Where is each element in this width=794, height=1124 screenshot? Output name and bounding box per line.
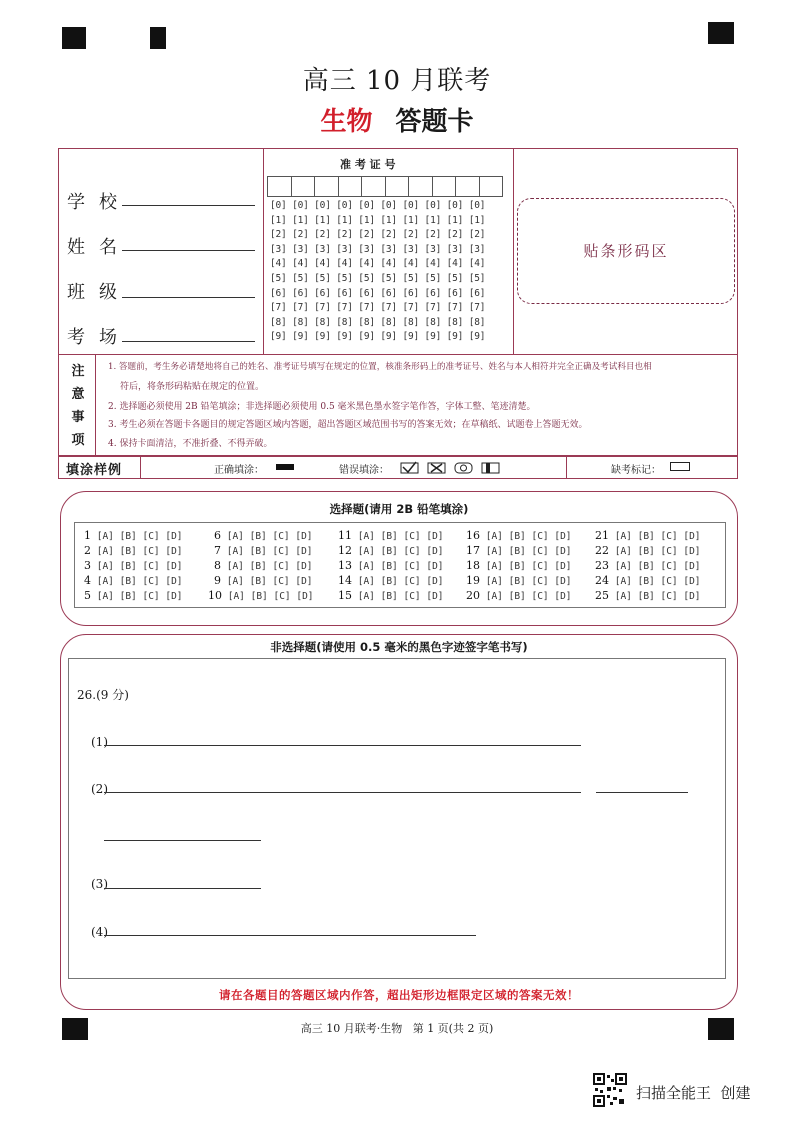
question-row[interactable]: 11 [A] [B] [C] [D] xyxy=(338,529,444,542)
answer-line[interactable] xyxy=(104,745,581,746)
notice-line: 3. 考生必须在答题卡各题目的规定答题区域内答题，超出答题区域范围书写的答案无效；在草稿纸、试题卷上答题无效。 xyxy=(108,420,588,430)
answer-line[interactable] xyxy=(104,792,581,793)
question-row[interactable]: 15 [A] [B] [C] [D] xyxy=(338,589,444,602)
question-row[interactable]: 21 [A] [B] [C] [D] xyxy=(595,529,701,542)
question-row[interactable]: 25 [A] [B] [C] [D] xyxy=(595,589,701,602)
field-room-label: 考场 xyxy=(67,327,131,348)
field-school-label: 学校 xyxy=(67,192,131,213)
question-row[interactable]: 13 [A] [B] [C] [D] xyxy=(338,559,444,572)
registration-mark-top-left xyxy=(62,27,86,49)
admission-digit-grid[interactable] xyxy=(270,199,485,345)
wrong-fill-label: 错误填涂： xyxy=(339,465,389,476)
question-row[interactable]: 20 [A] [B] [C] [D] xyxy=(466,589,572,602)
answer-line[interactable] xyxy=(104,840,261,841)
question-row[interactable]: 5 [A] [B] [C] [D] xyxy=(84,589,183,602)
question-row[interactable]: 19 [A] [B] [C] [D] xyxy=(466,574,572,587)
barcode-label: 贴条形码区 xyxy=(583,242,669,260)
answer-area[interactable] xyxy=(68,658,726,979)
question-row[interactable]: 10 [A] [B] [C] [D] xyxy=(208,589,314,602)
field-name-input[interactable] xyxy=(122,250,255,251)
question-row[interactable]: 24 [A] [B] [C] [D] xyxy=(595,574,701,587)
question-number: 26.(9 分) xyxy=(77,688,129,702)
question-row[interactable]: 3 [A] [B] [C] [D] xyxy=(84,559,183,572)
digit-row[interactable]: [3] [3] [3] [3] [3] [3] [3] [3] [3] [3] xyxy=(270,243,486,255)
notice-line: 符后，将条形码粘贴在规定的位置。 xyxy=(120,382,265,392)
answer-line[interactable] xyxy=(596,792,688,793)
part-label: (3) xyxy=(91,877,108,891)
registration-mark-top-right xyxy=(708,22,734,44)
admission-number-boxes[interactable] xyxy=(268,176,503,197)
notice-line: 4. 保持卡面清洁，不准折叠、不得弄破。 xyxy=(108,439,273,449)
answer-line[interactable] xyxy=(104,935,476,936)
choice-title: 选择题(请用 2B 铅笔填涂) xyxy=(329,502,469,516)
question-row[interactable]: 14 [A] [B] [C] [D] xyxy=(338,574,444,587)
field-class-input[interactable] xyxy=(122,297,255,298)
header-divider-1 xyxy=(263,148,264,354)
question-row[interactable]: 22 [A] [B] [C] [D] xyxy=(595,544,701,557)
nonchoice-title: 非选择题(请使用 0.5 毫米的黑色字迹签字笔书写) xyxy=(270,640,528,654)
header-divider-2 xyxy=(513,148,514,354)
digit-row[interactable]: [4] [4] [4] [4] [4] [4] [4] [4] [4] [4] xyxy=(270,258,486,270)
digit-row[interactable]: [0] [0] [0] [0] [0] [0] [0] [0] [0] [0] xyxy=(270,200,486,211)
digit-row[interactable]: [2] [2] [2] [2] [2] [2] [2] [2] [2] [2] xyxy=(270,229,486,241)
field-school-input[interactable] xyxy=(122,205,255,206)
question-row[interactable]: 9 [A] [B] [C] [D] xyxy=(214,574,313,587)
notice-label: 注 意 事 项 xyxy=(71,364,85,448)
card-type: 答题卡 xyxy=(395,107,474,137)
scanner-watermark: 扫描全能王 创建 xyxy=(636,1084,751,1102)
page-footer: 高三 10 月联考·生物 第 1 页(共 2 页) xyxy=(300,1022,494,1035)
correct-fill-sample xyxy=(276,464,294,470)
question-row[interactable]: 1 [A] [B] [C] [D] xyxy=(84,529,183,542)
digit-row[interactable]: [7] [7] [7] [7] [7] [7] [7] [7] [7] [7] xyxy=(270,302,486,314)
digit-row[interactable]: [9] [9] [9] [9] [9] [9] [9] [9] [9] [9] xyxy=(270,331,486,343)
fill-example-label: 填涂样例 xyxy=(66,463,123,478)
part-label: (2) xyxy=(91,782,108,796)
part-label: (4) xyxy=(91,925,108,939)
field-name-label: 姓名 xyxy=(67,237,131,258)
answer-line[interactable] xyxy=(104,888,261,889)
digit-row[interactable]: [8] [8] [8] [8] [8] [8] [8] [8] [8] [8] xyxy=(270,316,486,328)
correct-fill-label: 正确填涂： xyxy=(214,465,264,476)
digit-row[interactable]: [6] [6] [6] [6] [6] [6] [6] [6] [6] [6] xyxy=(270,287,486,299)
question-row[interactable]: 8 [A] [B] [C] [D] xyxy=(214,559,313,572)
digit-row[interactable]: [1] [1] [1] [1] [1] [1] [1] [1] [1] [1] xyxy=(270,214,486,226)
wrong-fill-samples xyxy=(400,461,504,475)
subject-name: 生物 xyxy=(320,107,373,137)
question-row[interactable]: 12 [A] [B] [C] [D] xyxy=(338,544,444,557)
question-row[interactable]: 17 [A] [B] [C] [D] xyxy=(466,544,572,557)
registration-mark-top-center xyxy=(150,27,166,49)
notice-line: 1. 答题前，考生务必请楚地将自己的姓名、准考证号填写在规定的位置，核准条形码上的准考证号、姓名与本人相符并完全正确及考试科目也相 xyxy=(108,362,652,372)
fill-example-divider xyxy=(140,455,141,478)
field-room-input[interactable] xyxy=(122,341,255,342)
question-row[interactable]: 6 [A] [B] [C] [D] xyxy=(214,529,313,542)
question-row[interactable]: 2 [A] [B] [C] [D] xyxy=(84,544,183,557)
part-label: (1) xyxy=(91,735,108,749)
question-row[interactable]: 4 [A] [B] [C] [D] xyxy=(84,574,183,587)
page-subtitle xyxy=(0,101,794,138)
header-divider-h xyxy=(58,354,737,355)
notice-line: 2. 选择题必须使用 2B 铅笔填涂；非选择题必须使用 0.5 毫米黑色墨水签字笔作答，字体工整、笔迹清楚。 xyxy=(108,402,536,412)
notice-divider xyxy=(95,354,96,455)
field-class-label: 班级 xyxy=(67,282,131,303)
question-row[interactable]: 23 [A] [B] [C] [D] xyxy=(595,559,701,572)
page-title: 高三 10 月联考 xyxy=(302,66,492,96)
boundary-warning: 请在各题目的答题区域内作答，超出矩形边框限定区域的答案无效！ xyxy=(219,988,579,1002)
digit-row[interactable]: [5] [5] [5] [5] [5] [5] [5] [5] [5] [5] xyxy=(270,272,486,284)
question-row[interactable]: 18 [A] [B] [C] [D] xyxy=(466,559,572,572)
admission-number-label: 准 考 证 号 xyxy=(340,158,396,171)
absent-mark-box[interactable] xyxy=(670,462,690,471)
question-row[interactable]: 7 [A] [B] [C] [D] xyxy=(214,544,313,557)
absent-mark-label: 缺考标记： xyxy=(611,465,661,476)
qr-code-icon xyxy=(593,1073,627,1107)
fill-example-divider xyxy=(566,455,567,478)
question-row[interactable]: 16 [A] [B] [C] [D] xyxy=(466,529,572,542)
